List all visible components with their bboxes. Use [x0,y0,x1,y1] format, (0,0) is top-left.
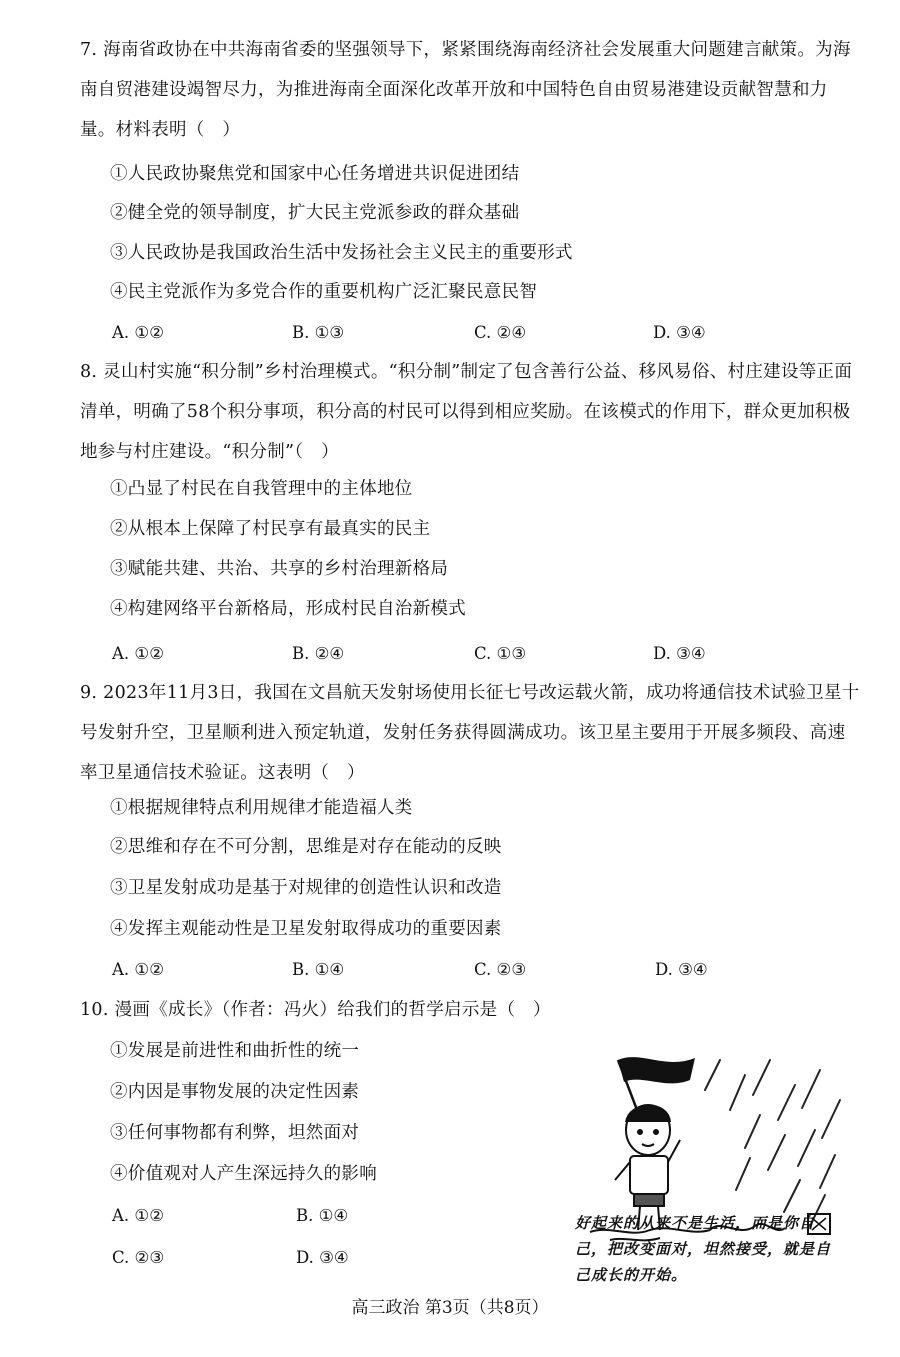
choice-d: D. ③④ [653,644,706,663]
choice-b: B. ①④ [292,960,345,979]
option-4: ④价值观对人产生深远持久的影响 [110,1164,377,1184]
option-3: ③人民政协是我国政治生活中发扬社会主义民主的重要形式 [110,243,573,263]
option-1: ①发展是前进性和曲折性的统一 [110,1041,360,1061]
choice-a: A. ①② [112,960,164,979]
question-stem: 8. 灵山村实施“积分制”乡村治理模式。“积分制”制定了包含善行公益、移风易俗、村庄建设等正面清单，明确了58个积分事项，积分高的村民可以得到相应奖励。在该模式的作用下，群众更加积极地参与村庄建设。“积分制”（ ） [80,362,853,462]
question-stem: 10. 漫画《成长》（作者：冯火）给我们的哲学启示是（ ） [80,1000,551,1020]
option-2: ②思维和存在不可分割，思维是对存在能动的反映 [110,837,502,857]
choice-c: C. ②③ [112,1248,165,1267]
choice-c: C. ①③ [474,644,527,663]
option-1: ①根据规律特点利用规律才能造福人类 [110,798,413,818]
rain-icon [705,1060,840,1226]
choice-c: C. ②④ [474,323,527,342]
choice-a: A. ①② [112,1206,164,1225]
option-3: ③任何事物都有利弊，坦然面对 [110,1123,360,1143]
cartoon-caption: 好起来的从来不是生活，而是你自己，把改变面对，坦然接受，就是自己成长的开始。 [575,1214,832,1284]
choice-c: C. ②③ [474,960,527,979]
option-4: ④民主党派作为多党合作的重要机构广泛汇聚民意民智 [110,282,538,302]
option-2: ②从根本上保障了村民享有最真实的民主 [110,519,431,539]
option-4: ④发挥主观能动性是卫星发射取得成功的重要因素 [110,919,502,939]
option-1: ①人民政协聚焦党和国家中心任务增进共识促进团结 [110,164,520,184]
choice-d: D. ③④ [653,323,706,342]
page-footer: 高三政治 第3页（共8页） [351,1298,549,1318]
question-stem: 9. 2023年11月3日，我国在文昌航天发射场使用长征七号改运载火箭，成功将通信技术试验卫星十号发射升空，卫星顺利进入预定轨道，发射任务获得圆满成功。该卫星主要用于开展多频段、高速率卫星通信技术验证。这表明（ ） [80,683,860,783]
option-4: ④构建网络平台新格局，形成村民自治新模式 [110,599,466,619]
choice-b: B. ①④ [296,1206,349,1225]
choice-b: B. ①③ [292,323,345,342]
choice-d: D. ③④ [655,960,708,979]
option-2: ②健全党的领导制度，扩大民主党派参政的群众基础 [110,203,520,223]
choice-b: B. ②④ [292,644,345,663]
choice-d: D. ③④ [296,1248,349,1267]
option-1: ①凸显了村民在自我管理中的主体地位 [110,479,413,499]
choice-a: A. ①② [112,644,164,663]
option-3: ③卫星发射成功是基于对规律的创造性认识和改造 [110,878,502,898]
option-3: ③赋能共建、共治、共享的乡村治理新格局 [110,559,449,579]
question-stem: 7. 海南省政协在中共海南省委的坚强领导下，紧紧围绕海南经济社会发展重大问题建言献策。为海南自贸港建设竭智尽力，为推进海南全面深化改革开放和中国特色自由贸易港建设贡献智慧和力量。材料表明（ ） [80,40,851,140]
option-2: ②内因是事物发展的决定性因素 [110,1082,360,1102]
choice-a: A. ①② [112,323,164,342]
